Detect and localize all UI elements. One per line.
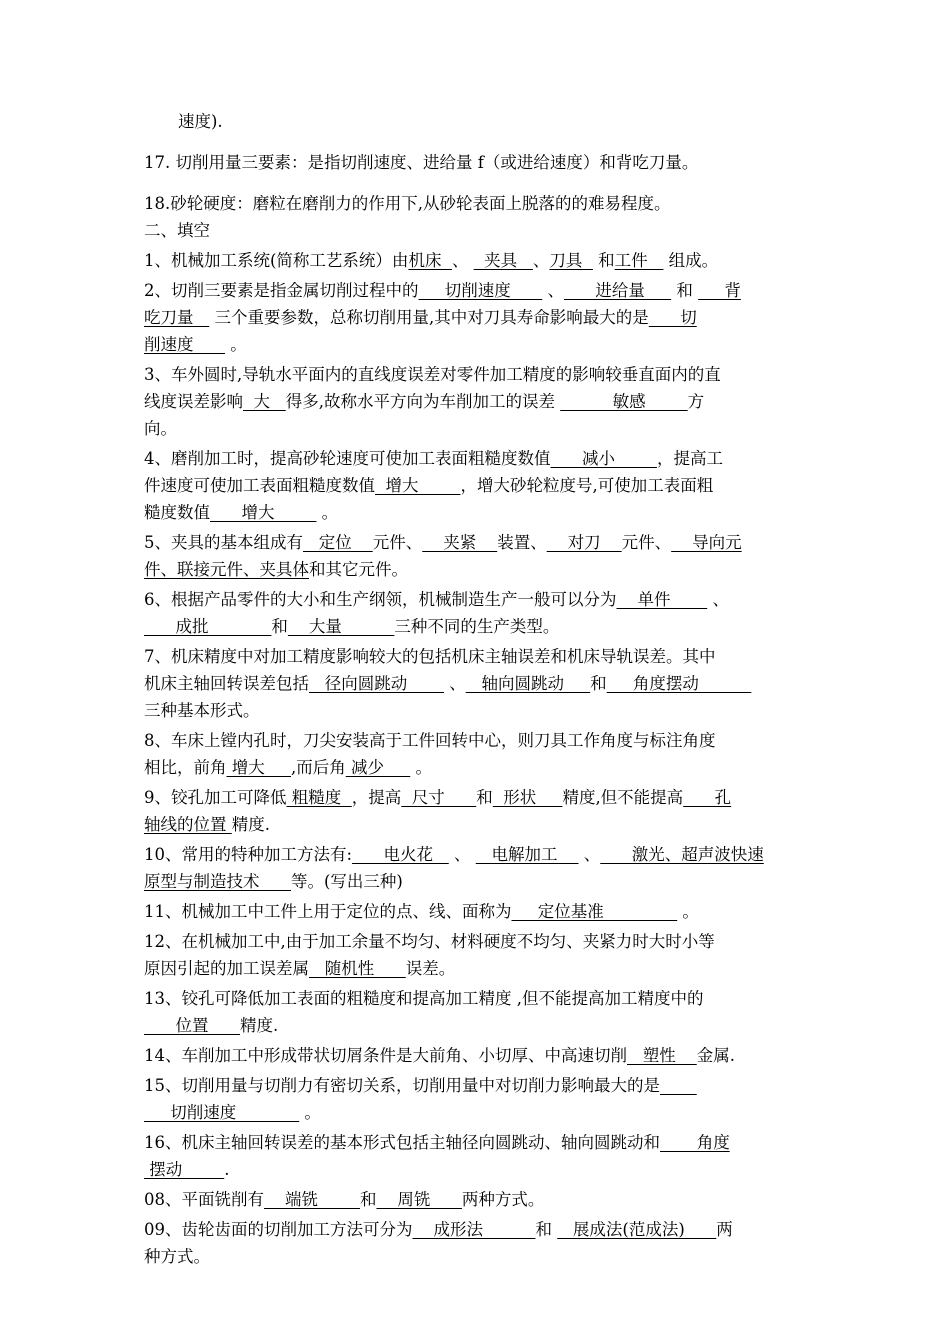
section-title: 二、填空: [144, 221, 210, 240]
answer-blank: 激光、超声波快速: [600, 845, 764, 864]
answer-blank: 周铣: [376, 1190, 462, 1209]
question-4: 4、磨削加工时，提高砂轮速度可使加工表面粗糙度数值 减小 ，提高工 件速度可使加工表面粗糙度数值 增大 ，增大砂轮粒度号,可使加工表面粗 糙度数值 增大 。: [144, 449, 723, 522]
answer-blank: 摆动: [144, 1160, 225, 1179]
answer-blank: 形状: [492, 788, 563, 807]
question-12: 12、在机械加工中,由于加工余量不均匀、材料硬度不均匀、夹紧力时大时小等 原因引起的加工误差属 随机性 误差。: [144, 932, 715, 978]
question-5: 5、夹具的基本组成有 定位 元件、 夹紧 装置、 对刀 元件、 导向元 件、联接元件、夹具体和其它元件。: [144, 533, 742, 579]
question-09: 09、齿轮齿面的切削加工方法可分为 成形法 和 展成法(范成法) 两 种方式。: [144, 1220, 733, 1266]
answer-blank: 增大: [210, 503, 317, 522]
answer-blank: 孔: [683, 788, 732, 807]
definition-17: 17. 切削用量三要素：是指切削速度、进给量 f（或进给速度）和背吃刀量。: [144, 153, 699, 172]
answer-blank: 导向元: [671, 533, 742, 552]
answer-blank: 背: [698, 281, 741, 300]
answer-blank: 展成法(范成法): [557, 1220, 717, 1239]
answer-blank: 单件: [616, 590, 708, 609]
answer-blank: 径向圆跳动: [309, 674, 444, 693]
question-13: 13、铰孔可降低加工表面的粗糙度和提高加工精度 ,但不能提高加工精度中的 位置 精度.: [144, 989, 704, 1035]
answer-blank: 切削速度: [144, 1103, 300, 1122]
answer-blank: 塑性: [627, 1046, 697, 1065]
question-2: 2、切削三要素是指金属切削过程中的 切削速度 、 进给量 和 背 吃刀量 三个重要参数，总称切削用量,其中对刀具寿命影响最大的是 切 削速度 。: [144, 281, 741, 354]
question-08: 08、平面铣削有 端铣 和 周铣 两种方式。: [144, 1190, 545, 1209]
question-8: 8、车床上镗内孔时，刀尖安装高于工件回转中心，则刀具工作角度与标注角度 相比，前角 增大 ,而后角 减少 。: [144, 731, 716, 777]
answer-blank: 切: [648, 308, 697, 327]
answer-blank: 工件: [614, 251, 664, 270]
answer-blank: 成批: [144, 617, 272, 636]
answer-blank: 削速度: [144, 335, 225, 354]
question-6: 6、根据产品零件的大小和生产纲领，机械制造生产一般可以分为 单件 、 成批 和 大量 三种不同的生产类型。: [144, 590, 729, 636]
answer-blank: 尺寸: [401, 788, 477, 807]
answer-blank: 随机性: [309, 959, 406, 978]
question-9: 9、铰孔加工可降低 粗糙度 ，提高 尺寸 和 形状 精度,但不能提高 孔 轴线的位置 精度.: [144, 788, 732, 834]
intro-tail: 速度).: [178, 112, 223, 131]
answer-blank: 端铣: [264, 1190, 360, 1209]
answer-blank: 件、联接元件、夹具体: [144, 560, 309, 579]
answer-blank: 对刀: [546, 533, 622, 552]
answer-blank: 定位基准: [511, 902, 678, 921]
answer-blank: 大: [243, 392, 286, 411]
answer-blank: 增大: [226, 758, 291, 777]
definition-18: 18.砂轮硬度：磨粒在磨削力的作用下,从砂轮表面上脱落的的难易程度。: [144, 194, 671, 213]
question-16: 16、机床主轴回转误差的基本形式包括主轴径向圆跳动、轴向圆跳动和 角度 摆动 .: [144, 1133, 730, 1179]
answer-blank: 角度摆动: [606, 674, 752, 693]
question-14: 14、车削加工中形成带状切屑条件是大前角、小切厚、中高速切削 塑性 金属.: [144, 1046, 735, 1065]
answer-blank: 轴向圆跳动: [465, 674, 591, 693]
answer-blank: 电火花: [352, 845, 449, 864]
answer-blank: 定位: [303, 533, 373, 552]
question-3: 3、车外圆时,导轨水平面内的直线度误差对零件加工精度的影响较垂直面内的直 线度误差影响 大 得多,故称水平方向为车削加工的误差 敏感 方 向。: [144, 365, 721, 438]
answer-blank: 粗糙度: [286, 788, 352, 807]
answer-blank: 轴线的位置: [144, 815, 232, 834]
answer-blank: 敏感: [560, 392, 688, 411]
answer-blank: 角度: [660, 1133, 730, 1152]
question-10: 10、常用的特种加工方法有: 电火花 、 电解加工 、 激光、超声波快速 原型与制造技术 等。(写出三种): [144, 845, 764, 891]
answer-blank: 位置: [144, 1016, 240, 1035]
question-11: 11、机械加工中工件上用于定位的点、线、面称为 定位基准 。: [144, 902, 699, 921]
answer-blank: 增大: [375, 476, 461, 495]
answer-blank: [660, 1076, 697, 1095]
answer-blank: 吃刀量: [144, 308, 210, 327]
answer-blank: 进给量: [563, 281, 672, 300]
answer-blank: 切削速度: [418, 281, 543, 300]
answer-blank: 成形法: [412, 1220, 536, 1239]
question-15: 15、切削用量与切削力有密切关系，切削用量中对切削力影响最大的是 切削速度 。: [144, 1072, 810, 1126]
answer-blank: 刀具: [549, 251, 593, 270]
answer-blank: 减小: [550, 449, 657, 468]
answer-blank: 大量: [287, 617, 395, 636]
document-page: [144, 108, 810, 1273]
answer-blank: 机床: [408, 251, 452, 270]
question-7: 7、机床精度中对加工精度影响较大的包括机床主轴误差和机床导轨误差。其中 机床主轴回转误差包括 径向圆跳动 、 轴向圆跳动 和 角度摆动 三种基本形式。: [144, 647, 752, 720]
answer-blank: 减少: [345, 758, 411, 777]
answer-blank: 电解加工: [475, 845, 579, 864]
question-1: 1、机械加工系统(简称工艺系统）由机床 、 夹具 、刀具 和工件 组成。: [144, 251, 719, 270]
answer-blank: 夹紧: [422, 533, 498, 552]
answer-blank: 夹具: [473, 251, 533, 270]
answer-blank: 原型与制造技术: [144, 872, 291, 891]
